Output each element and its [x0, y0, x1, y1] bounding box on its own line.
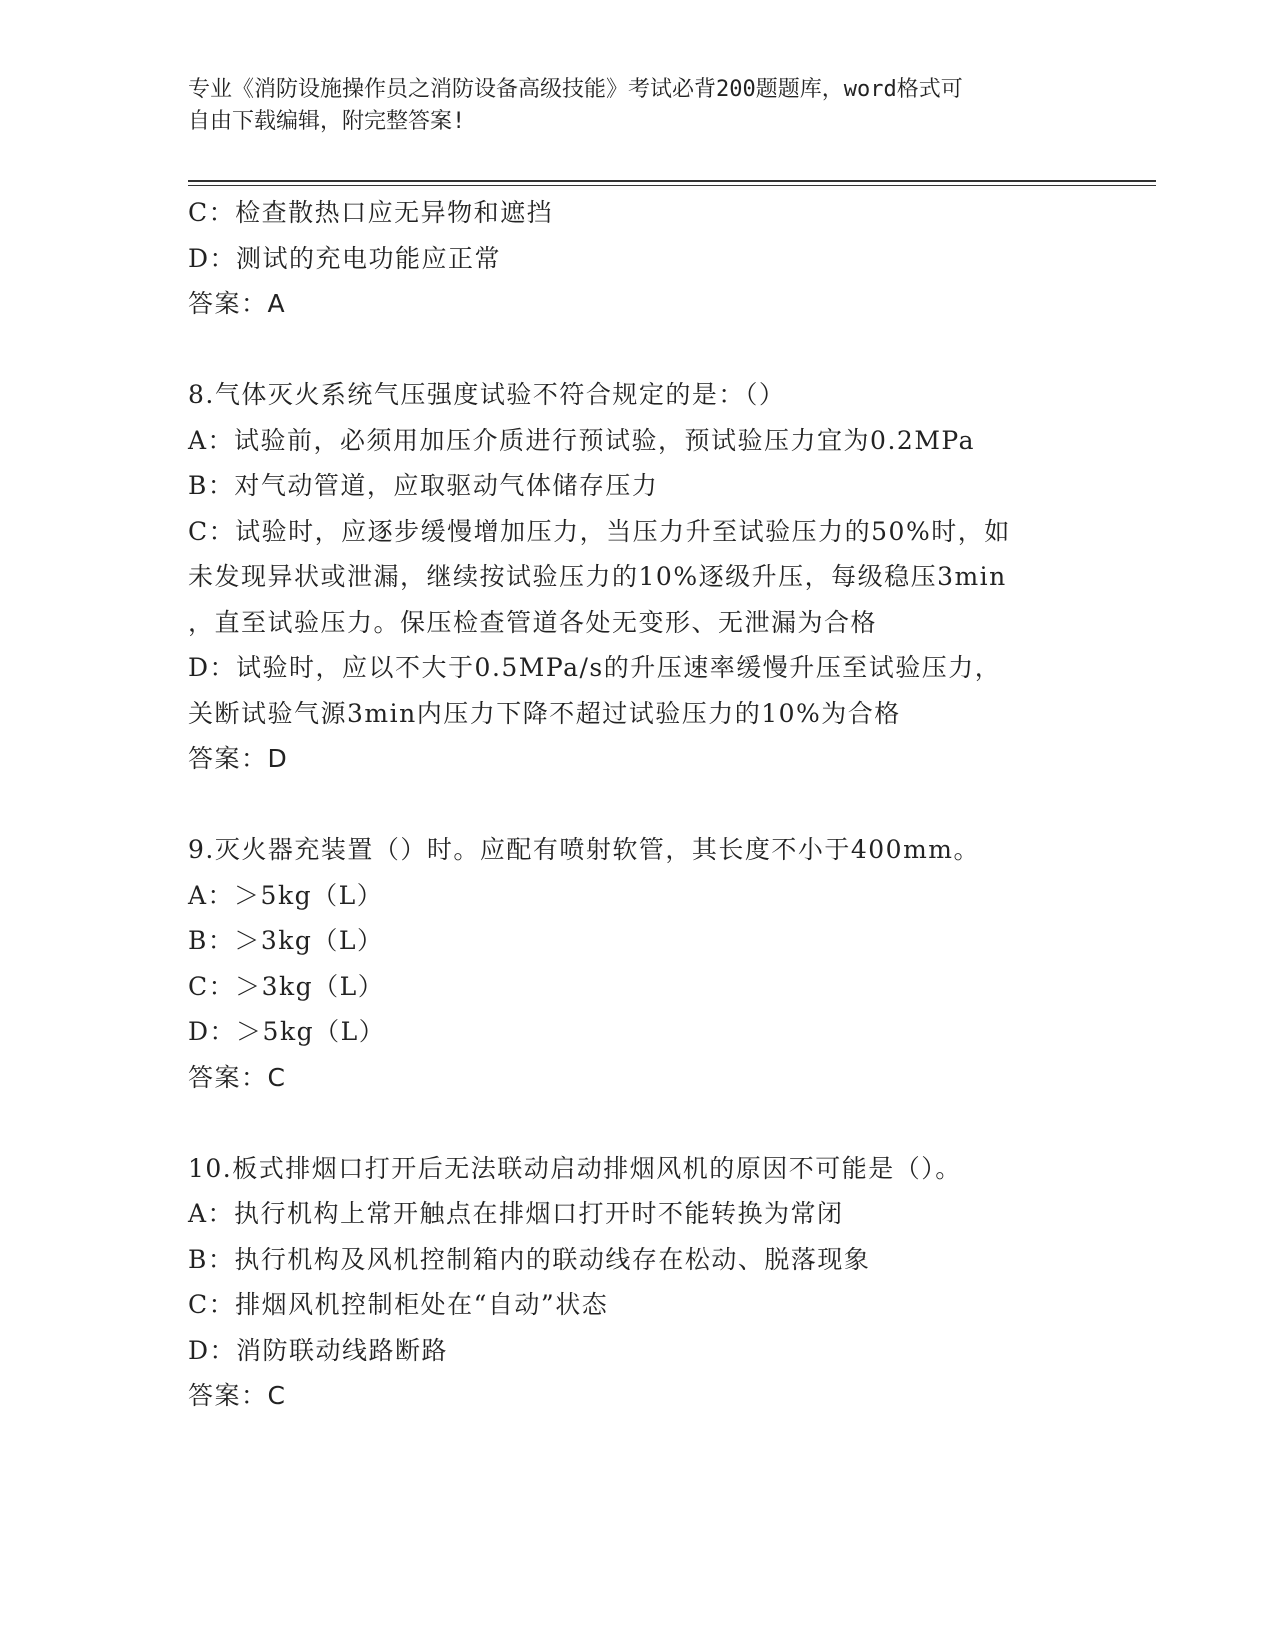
- question-9-option-d: D：＞5kg（L）: [188, 1017, 386, 1046]
- question-10-answer: 答案：C: [188, 1381, 287, 1410]
- question-8-answer: 答案：D: [188, 744, 289, 773]
- document-header: [188, 74, 1068, 138]
- question-8-option-c-line-1: C：试验时，应逐步缓慢增加压力，当压力升至试验压力的50%时，如: [188, 516, 1011, 546]
- question-7-answer: 答案：A: [188, 289, 287, 318]
- question-8-option-c-line-3: ，直至试验压力。保压检查管道各处无变形、无泄漏为合格: [188, 607, 878, 637]
- header-line-2: 自由下载编辑，附完整答案!: [188, 109, 466, 134]
- spacer: [188, 782, 1118, 828]
- question-8-option-b: B：对气动管道，应取驱动气体储存压力: [188, 471, 659, 500]
- question-7-tail: [188, 190, 1118, 327]
- question-8-option-c-line-2: 未发现异状或泄漏，继续按试验压力的10%逐级升压，每级稳压3min: [188, 562, 1007, 591]
- question-10-option-a: A：执行机构上常开触点在排烟口打开时不能转换为常闭: [188, 1199, 844, 1228]
- question-8: [188, 372, 1118, 782]
- question-9-option-a: A：＞5kg（L）: [188, 880, 384, 910]
- question-9-stem: 9.灭火器充装置（）时。应配有喷射软管，其长度不小于400mm。: [188, 835, 980, 864]
- question-10-option-c: C：排烟风机控制柜处在“自动”状态: [188, 1290, 609, 1319]
- header-line-1: 专业《消防设施操作员之消防设备高级技能》考试必背200题题库，word格式可: [188, 77, 963, 102]
- header-divider-thick: [188, 180, 1156, 182]
- question-8-stem: 8.气体灭火系统气压强度试验不符合规定的是：（）: [188, 380, 786, 409]
- spacer: [188, 1100, 1118, 1146]
- question-9-option-c: C：＞3kg（L）: [188, 971, 385, 1001]
- question-7-option-d: D：测试的充电功能应正常: [188, 243, 502, 273]
- spacer: [188, 327, 1118, 373]
- question-10-option-b: B：执行机构及风机控制箱内的联动线存在松动、脱落现象: [188, 1244, 871, 1274]
- question-9: [188, 827, 1118, 1100]
- question-10-option-d: D：消防联动线路断路: [188, 1335, 449, 1365]
- question-10: [188, 1146, 1118, 1419]
- question-10-stem: 10.板式排烟口打开后无法联动启动排烟风机的原因不可能是（）。: [188, 1153, 962, 1183]
- question-8-option-a: A：试验前，必须用加压介质进行预试验，预试验压力宜为0.2MPa: [188, 425, 976, 455]
- header-divider-thin: [188, 185, 1156, 186]
- question-list: [188, 190, 1118, 1419]
- question-8-option-d-line-2: 关断试验气源3min内压力下降不超过试验压力的10%为合格: [188, 698, 901, 728]
- question-9-option-b: B：＞3kg（L）: [188, 926, 384, 955]
- question-7-option-c: C：检查散热口应无异物和遮挡: [188, 198, 554, 227]
- question-9-answer: 答案：C: [188, 1062, 287, 1092]
- question-8-option-d-line-1: D：试验时，应以不大于0.5MPa/s的升压速率缓慢升压至试验压力，: [188, 653, 1002, 682]
